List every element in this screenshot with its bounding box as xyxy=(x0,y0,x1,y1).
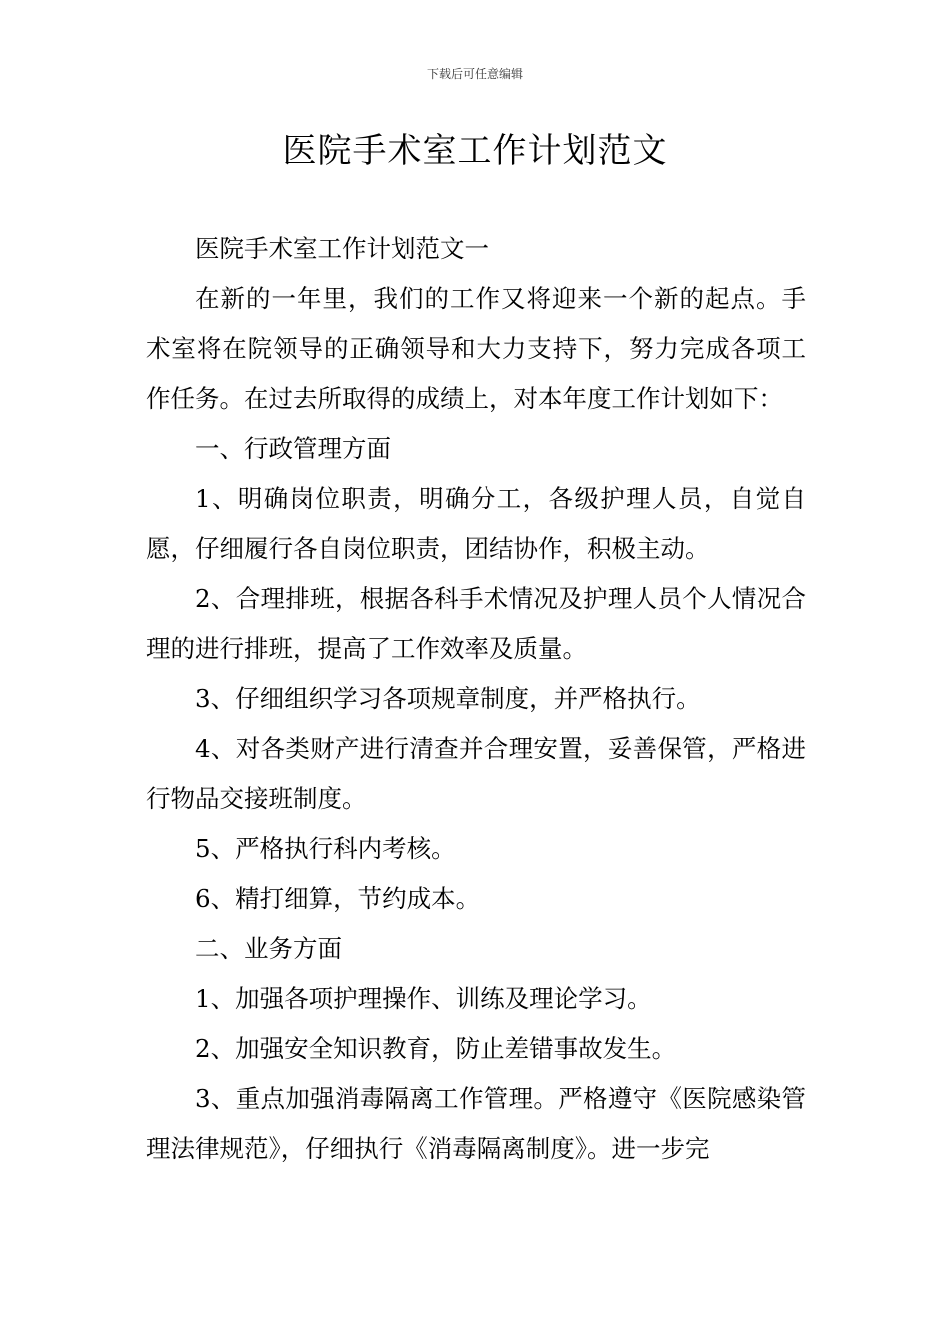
paragraph-admin-item-2: 2、合理排班，根据各科手术情况及护理人员个人情况合理的进行排班，提高了工作效率及质量。 xyxy=(146,584,806,663)
document-title: 医院手术室工作计划范文 xyxy=(282,131,668,171)
document-body xyxy=(146,224,806,1174)
paragraph-business-heading: 二、业务方面 xyxy=(195,934,342,963)
paragraph-intro: 在新的一年里，我们的工作又将迎来一个新的起点。手术室将在院领导的正确领导和大力支持下，努力完成各项工作任务。在过去所取得的成绩上，对本年度工作计划如下： xyxy=(146,284,806,413)
paragraph-admin-item-6: 6、精打细算，节约成本。 xyxy=(195,884,481,913)
paragraph-business-item-1: 1、加强各项护理操作、训练及理论学习。 xyxy=(195,984,652,1013)
paragraph-admin-item-5: 5、严格执行科内考核。 xyxy=(195,834,456,863)
header-note: 下载后可任意编辑 xyxy=(426,67,523,81)
paragraph-admin-item-3: 3、仔细组织学习各项规章制度，并严格执行。 xyxy=(195,684,701,713)
paragraph-admin-item-1: 1、明确岗位职责，明确分工，各级护理人员，自觉自愿，仔细履行各自岗位职责，团结协作，积极主动。 xyxy=(146,484,806,563)
paragraph-business-item-3: 3、重点加强消毒隔离工作管理。严格遵守《医院感染管理法律规范》，仔细执行《消毒隔离制度》。进一步完 xyxy=(146,1084,806,1163)
paragraph-section-heading: 医院手术室工作计划范文一 xyxy=(195,234,489,263)
paragraph-business-item-2: 2、加强安全知识教育，防止差错事故发生。 xyxy=(195,1034,677,1063)
paragraph-admin-item-4: 4、对各类财产进行清查并合理安置，妥善保管，严格进行物品交接班制度。 xyxy=(146,734,806,813)
paragraph-admin-heading: 一、行政管理方面 xyxy=(195,434,391,463)
